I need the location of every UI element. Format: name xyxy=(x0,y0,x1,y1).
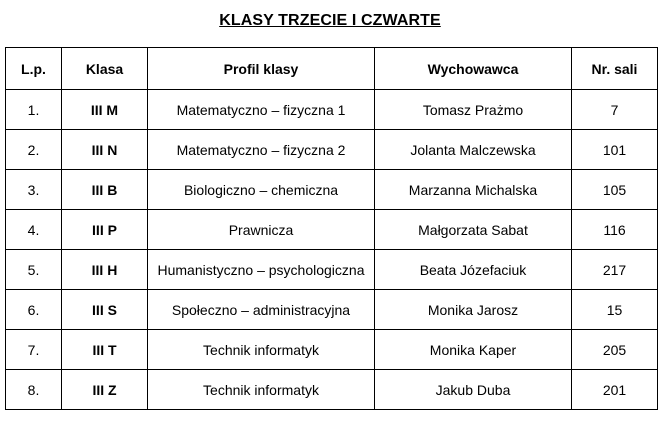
cell-klasa: III M xyxy=(62,90,148,130)
cell-klasa: III Z xyxy=(62,370,148,410)
cell-lp: 8. xyxy=(6,370,62,410)
document-title: KLASY TRZECIE I CZWARTE xyxy=(219,12,441,29)
table-header-row xyxy=(6,48,658,90)
classes-table xyxy=(5,47,658,410)
table-row xyxy=(6,130,658,170)
cell-sala: 116 xyxy=(572,210,658,250)
cell-klasa: III P xyxy=(62,210,148,250)
cell-profil: Humanistyczno – psychologiczna xyxy=(148,250,375,290)
table-row xyxy=(6,290,658,330)
cell-lp: 3. xyxy=(6,170,62,210)
cell-wychowawca: Beata Józefaciuk xyxy=(375,250,572,290)
cell-profil: Biologiczno – chemiczna xyxy=(148,170,375,210)
cell-lp: 1. xyxy=(6,90,62,130)
cell-profil: Technik informatyk xyxy=(148,370,375,410)
cell-lp: 5. xyxy=(6,250,62,290)
cell-wychowawca: Tomasz Prażmo xyxy=(375,90,572,130)
table-row xyxy=(6,250,658,290)
cell-profil: Matematyczno – fizyczna 2 xyxy=(148,130,375,170)
cell-sala: 101 xyxy=(572,130,658,170)
table-row xyxy=(6,210,658,250)
cell-lp: 7. xyxy=(6,330,62,370)
cell-wychowawca: Jakub Duba xyxy=(375,370,572,410)
table-row xyxy=(6,90,658,130)
cell-profil: Matematyczno – fizyczna 1 xyxy=(148,90,375,130)
cell-klasa: III S xyxy=(62,290,148,330)
column-header-klasa: Klasa xyxy=(62,48,148,90)
cell-sala: 7 xyxy=(572,90,658,130)
cell-profil: Społeczno – administracyjna xyxy=(148,290,375,330)
cell-sala: 201 xyxy=(572,370,658,410)
cell-sala: 105 xyxy=(572,170,658,210)
cell-sala: 15 xyxy=(572,290,658,330)
cell-lp: 4. xyxy=(6,210,62,250)
cell-klasa: III H xyxy=(62,250,148,290)
column-header-wychowawca: Wychowawca xyxy=(375,48,572,90)
column-header-profil: Profil klasy xyxy=(148,48,375,90)
cell-profil: Technik informatyk xyxy=(148,330,375,370)
cell-sala: 205 xyxy=(572,330,658,370)
cell-profil: Prawnicza xyxy=(148,210,375,250)
cell-wychowawca: Jolanta Malczewska xyxy=(375,130,572,170)
cell-wychowawca: Monika Jarosz xyxy=(375,290,572,330)
cell-klasa: III B xyxy=(62,170,148,210)
cell-wychowawca: Małgorzata Sabat xyxy=(375,210,572,250)
cell-lp: 6. xyxy=(6,290,62,330)
cell-klasa: III T xyxy=(62,330,148,370)
table-row xyxy=(6,330,658,370)
cell-klasa: III N xyxy=(62,130,148,170)
cell-wychowawca: Monika Kaper xyxy=(375,330,572,370)
cell-wychowawca: Marzanna Michalska xyxy=(375,170,572,210)
column-header-sala: Nr. sali xyxy=(572,48,658,90)
table-row xyxy=(6,370,658,410)
cell-lp: 2. xyxy=(6,130,62,170)
column-header-lp: L.p. xyxy=(6,48,62,90)
cell-sala: 217 xyxy=(572,250,658,290)
table-row xyxy=(6,170,658,210)
